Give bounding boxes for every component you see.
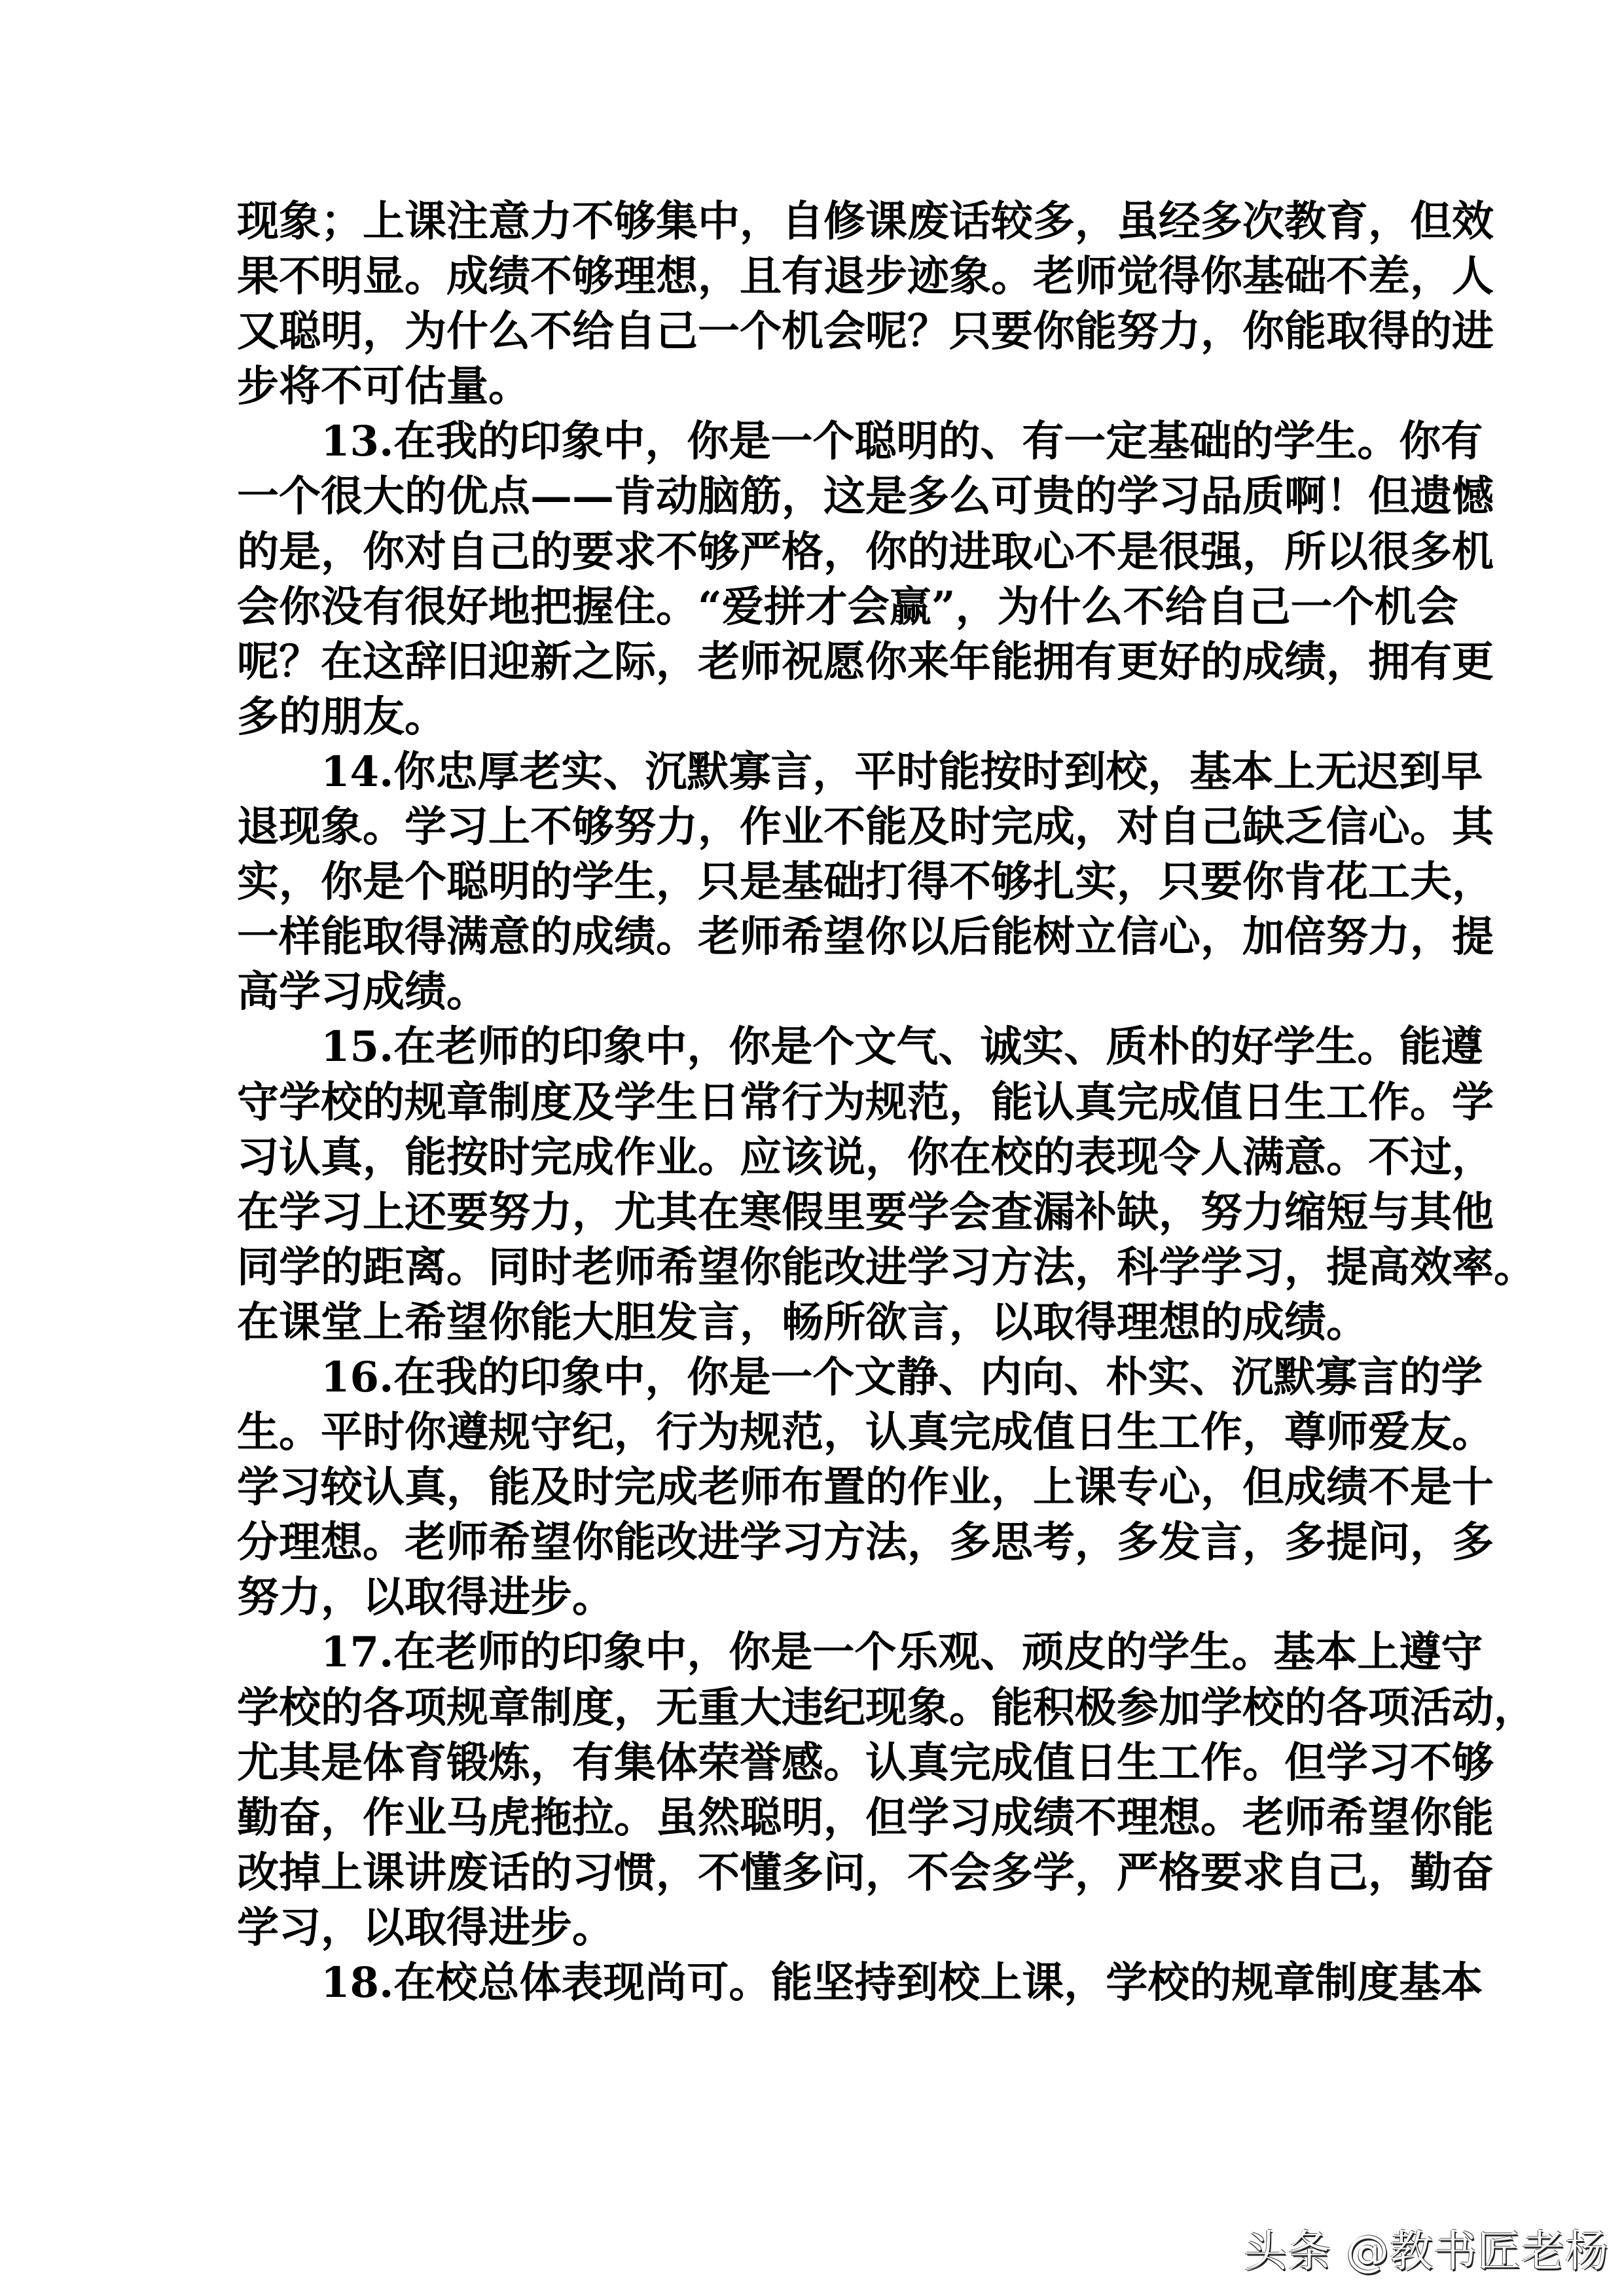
text-line: 学习较认真，能及时完成老师布置的作业，上课专心，但成绩不是十 xyxy=(237,1463,1494,1513)
text-line: 学习，以取得进步。 xyxy=(237,1903,614,1952)
text-line: 现象；上课注意力不够集中，自修课废话较多，虽经多次教育，但效 xyxy=(237,197,1494,246)
text-line: 改掉上课讲废话的习惯，不懂多问，不会多学，严格要求自己，勤奋 xyxy=(237,1848,1494,1897)
text-line: 的是，你对自己的要求不够严格，你的进取心不是很强，所以很多机 xyxy=(237,527,1494,577)
text-line: 在课堂上希望你能大胆发言，畅所欲言，以取得理想的成绩。 xyxy=(237,1297,1368,1347)
text-line: 会你没有很好地把握住。“爱拼才会赢”，为什么不给自己一个机会 xyxy=(237,582,1458,632)
text-line: 步将不可估量。 xyxy=(237,362,530,412)
text-line: 生。平时你遵规守纪，行为规范，认真完成值日生工作，尊师爱友。 xyxy=(237,1408,1494,1458)
paragraph-18 xyxy=(237,1956,1483,2011)
paragraph-13 xyxy=(237,414,1494,745)
text-line: 学校的各项规章制度，无重大违纪现象。能积极参加学校的各项活动， xyxy=(237,1683,1536,1732)
text-line: 多的朋友。 xyxy=(237,692,446,742)
text-line: 又聪明，为什么不给自己一个机会呢？只要你能努力，你能取得的进 xyxy=(237,307,1494,357)
text-line: 在学习上还要努力，尤其在寒假里要学会查漏补缺，努力缩短与其他 xyxy=(237,1187,1494,1237)
text-line: 实，你是个聪明的学生，只是基础打得不够扎实，只要你肯花工夫， xyxy=(237,857,1494,907)
text-line: 勤奋，作业马虎拖拉。虽然聪明，但学习成绩不理想。老师希望你能 xyxy=(237,1793,1494,1842)
paragraph-continued xyxy=(237,194,1494,414)
text-line: 17.在老师的印象中，你是一个乐观、顽皮的学生。基本上遵守 xyxy=(321,1628,1483,1677)
text-line: 尤其是体育锻炼，有集体荣誉感。认真完成值日生工作。但学习不够 xyxy=(237,1738,1494,1787)
text-line: 守学校的规章制度及学生日常行为规范，能认真完成值日生工作。学 xyxy=(237,1077,1494,1127)
paragraph-17 xyxy=(237,1625,1536,1956)
text-line: 习认真，能按时完成作业。应该说，你在校的表现令人满意。不过， xyxy=(237,1132,1494,1182)
paragraph-15 xyxy=(237,1020,1536,1350)
text-line: 13.在我的印象中，你是一个聪明的、有一定基础的学生。你有 xyxy=(321,417,1483,467)
text-line: 分理想。老师希望你能改进学习方法，多思考，多发言，多提问，多 xyxy=(237,1518,1494,1568)
text-line: 14.你忠厚老实、沉默寡言，平时能按时到校，基本上无迟到早 xyxy=(321,747,1483,797)
text-line: 18.在校总体表现尚可。能坚持到校上课，学校的规章制度基本 xyxy=(321,1958,1483,2007)
text-line: 一样能取得满意的成绩。老师希望你以后能树立信心，加倍努力，提 xyxy=(237,912,1494,962)
text-line: 一个很大的优点——肯动脑筋，这是多么可贵的学习品质啊！但遗憾 xyxy=(237,472,1494,522)
document-body xyxy=(237,194,1536,2011)
text-line: 退现象。学习上不够努力，作业不能及时完成，对自己缺乏信心。其 xyxy=(237,802,1494,852)
text-line: 高学习成绩。 xyxy=(237,967,488,1017)
watermark-label: 头条 @教书匠老杨 xyxy=(1244,2226,1609,2276)
paragraph-16 xyxy=(237,1350,1494,1625)
text-line: 同学的距离。同时老师希望你能改进学习方法，科学学习，提高效率。 xyxy=(237,1242,1536,1292)
text-line: 果不明显。成绩不够理想，且有退步迹象。老师觉得你基础不差，人 xyxy=(237,252,1494,302)
text-line: 呢？在这辞旧迎新之际，老师祝愿你来年能拥有更好的成绩，拥有更 xyxy=(237,637,1494,687)
text-line: 16.在我的印象中，你是一个文静、内向、朴实、沉默寡言的学 xyxy=(321,1352,1483,1402)
text-line: 15.在老师的印象中，你是个文气、诚实、质朴的好学生。能遵 xyxy=(321,1022,1483,1072)
paragraph-14 xyxy=(237,745,1494,1020)
text-line: 努力，以取得进步。 xyxy=(237,1573,614,1623)
